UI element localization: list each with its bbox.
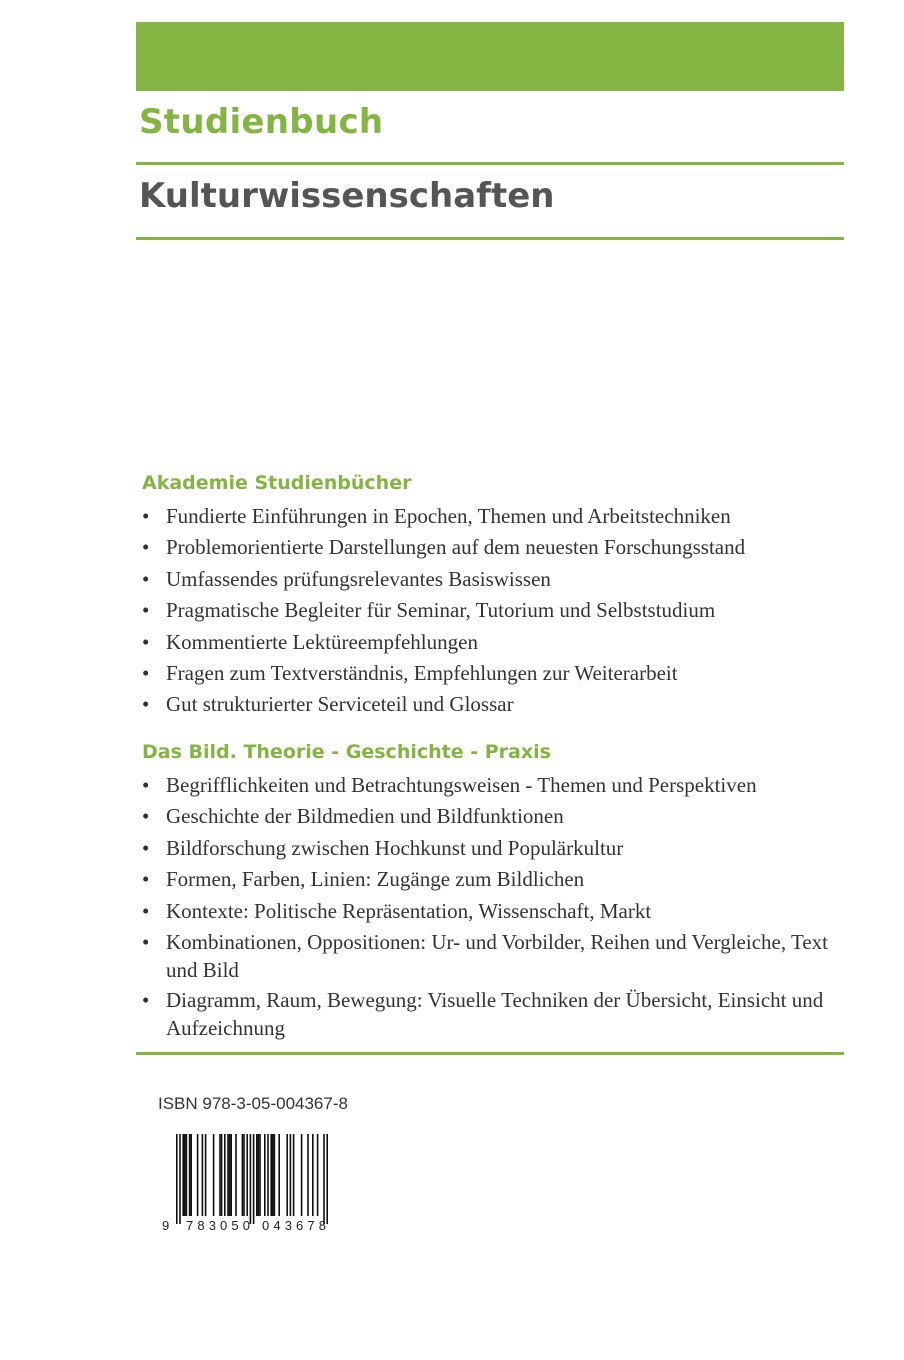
top-color-band [136, 22, 844, 91]
barcode-bar [221, 1134, 223, 1216]
barcode-bar [202, 1134, 204, 1216]
barcode-bar [312, 1134, 314, 1216]
barcode-bars [176, 1134, 328, 1224]
barcode-bar [246, 1134, 248, 1216]
barcode-bar [286, 1134, 288, 1216]
list-item: • Fundierte Einführungen in Epochen, Themen und Arbeitstechniken [142, 502, 852, 530]
barcode-bar [307, 1134, 309, 1216]
barcode-bar [264, 1134, 266, 1216]
barcode-bar [274, 1134, 276, 1216]
divider-rule [136, 1052, 844, 1055]
list-item: • Problemorientierte Darstellungen auf dem neuesten Forschungsstand [142, 533, 852, 561]
barcode-lead-digit: 9 [162, 1218, 170, 1233]
list-item: • Kommentierte Lektüreempfehlungen [142, 628, 852, 656]
barcode-bar [267, 1134, 269, 1216]
barcode-bar [278, 1134, 280, 1216]
barcode-bar [250, 1134, 252, 1224]
book-topics-heading: Das Bild. Theorie - Geschichte - Praxis [142, 741, 551, 763]
barcode-bar [256, 1134, 258, 1216]
list-item: • Begrifflichkeiten und Betrachtungsweisen - Themen und Perspektiven [142, 771, 844, 799]
barcode-bar [179, 1134, 181, 1224]
barcode-bar [317, 1134, 319, 1216]
barcode-bar [243, 1134, 245, 1216]
series-features-list [142, 502, 852, 722]
list-item: • Pragmatische Begleiter für Seminar, Tutorium und Selbststudium [142, 596, 852, 624]
barcode-bar [197, 1134, 199, 1216]
barcode-bar [326, 1134, 328, 1224]
divider-rule [136, 162, 844, 165]
list-item: • Kombinationen, Oppositionen: Ur- und Vorbilder, Reihen und Vergleiche, Text und Bild [142, 928, 844, 984]
isbn-label: ISBN 978-3-05-004367-8 [158, 1094, 348, 1113]
list-item: • Fragen zum Textverständnis, Empfehlungen zur Weiterarbeit [142, 659, 852, 687]
barcode-bar [229, 1134, 231, 1216]
list-item: • Formen, Farben, Linien: Zugänge zum Bildlichen [142, 865, 844, 893]
barcode-bar [186, 1134, 188, 1216]
book-topics-list [142, 771, 844, 1044]
list-item: • Gut strukturierter Serviceteil und Glossar [142, 690, 852, 718]
list-item: • Umfassendes prüfungsrelevantes Basiswissen [142, 565, 852, 593]
barcode-bar [219, 1134, 221, 1216]
series-title: Studienbuch [139, 102, 384, 142]
list-item: • Geschichte der Bildmedien und Bildfunktionen [142, 802, 844, 830]
barcode-bar [182, 1134, 184, 1216]
barcode-bar [323, 1134, 325, 1224]
barcode-bar [213, 1134, 215, 1216]
barcode-right-digits: 043678 [262, 1218, 326, 1233]
barcode-bar [242, 1134, 244, 1216]
series-features-heading: Akademie Studienbücher [142, 472, 412, 494]
divider-rule [136, 237, 844, 240]
barcode-bar [230, 1134, 232, 1216]
barcode-bar [258, 1134, 260, 1216]
barcode-bar [270, 1134, 272, 1216]
barcode-bar [205, 1134, 207, 1216]
list-item: • Kontexte: Politische Repräsentation, Wissenschaft, Markt [142, 897, 844, 925]
barcode-bar [272, 1134, 274, 1216]
list-item: • Diagramm, Raum, Bewegung: Visuelle Techniken der Übersicht, Einsicht und Aufzeichnung [142, 986, 844, 1042]
barcode-bar [189, 1134, 191, 1216]
barcode-bar [259, 1134, 261, 1216]
barcode-bar [290, 1134, 292, 1216]
barcode-bar [301, 1134, 303, 1216]
barcode-bar [227, 1134, 229, 1216]
barcode-left-digits: 783050 [186, 1218, 250, 1233]
subject-title: Kulturwissenschaften [139, 176, 555, 216]
barcode-bar [235, 1134, 237, 1216]
barcode-bar [184, 1134, 186, 1216]
barcode-bar [224, 1134, 226, 1216]
isbn-barcode [160, 1134, 340, 1234]
barcode-bar [176, 1134, 178, 1224]
barcode-bar [190, 1134, 192, 1216]
barcode-bar [293, 1134, 295, 1216]
list-item: • Bildforschung zwischen Hochkunst und Populärkultur [142, 834, 844, 862]
barcode-bar [253, 1134, 255, 1224]
